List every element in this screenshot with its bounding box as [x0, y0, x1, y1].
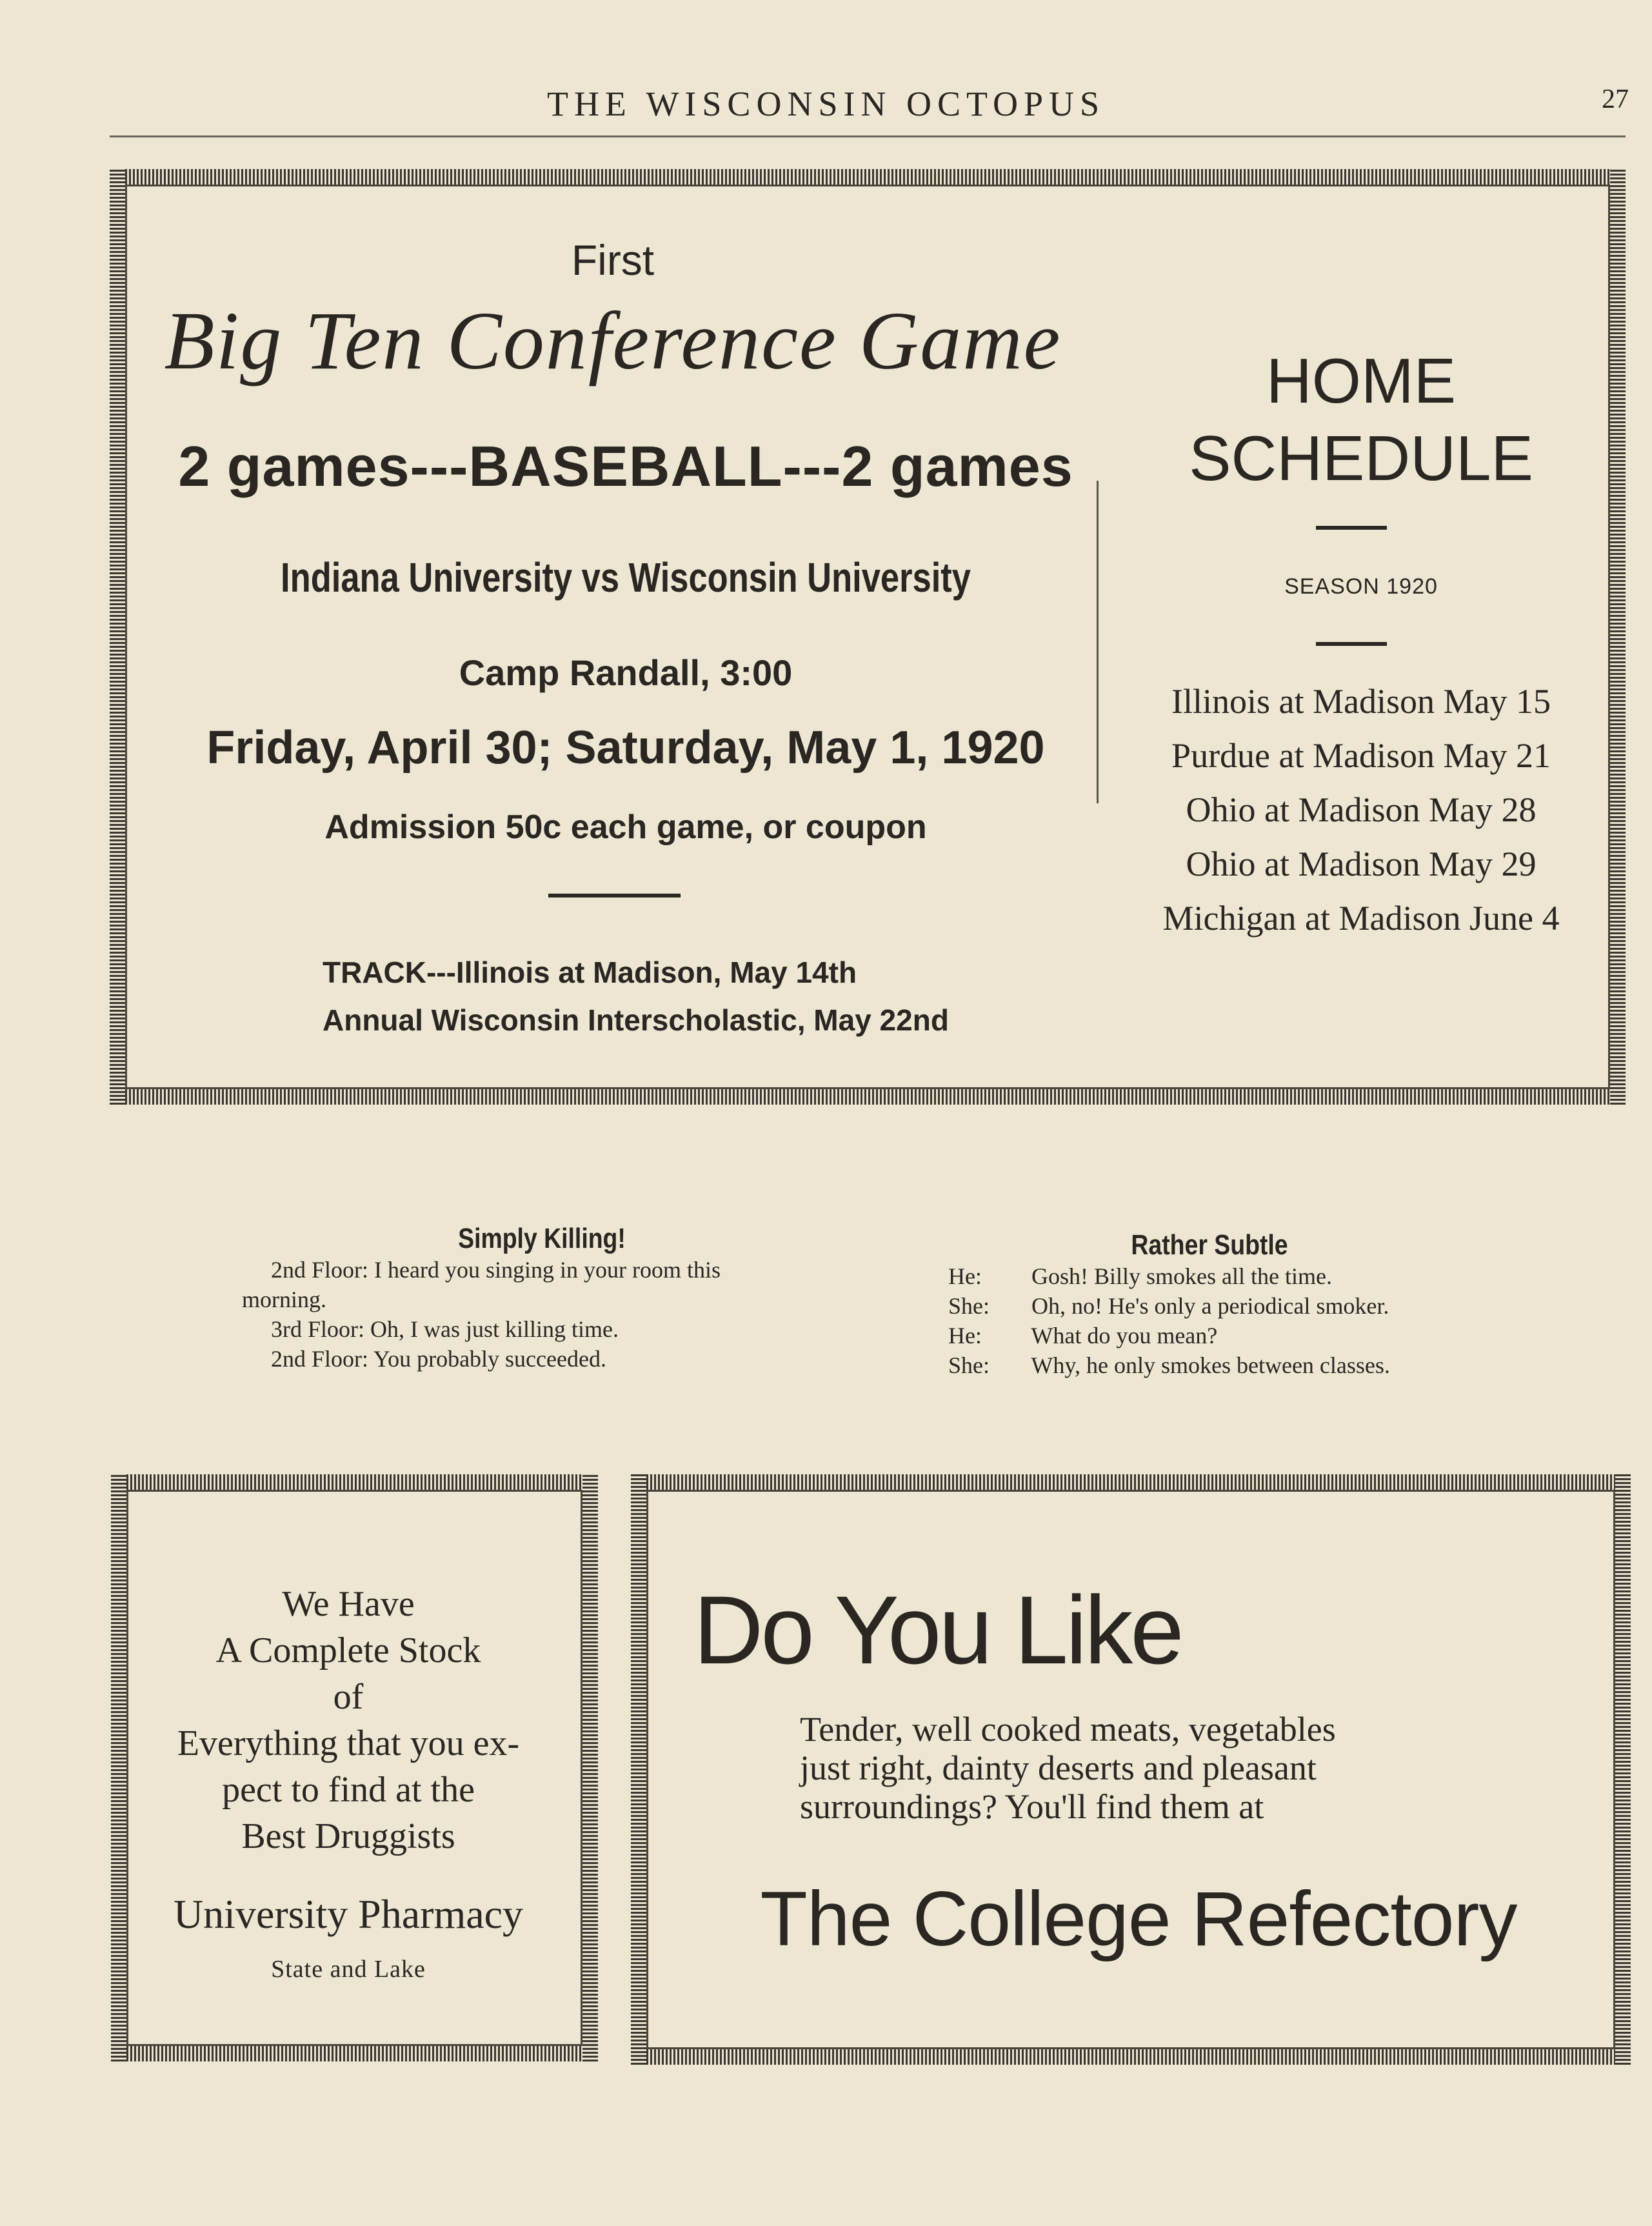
schedule-item: Michigan at Madison June 4 — [1162, 899, 1560, 938]
joke-speaker: 2nd Floor: — [271, 1257, 369, 1283]
ad-teams: Indiana University vs Wisconsin University — [281, 554, 971, 601]
joke-text: Oh, no! He's only a periodical smoker. — [1031, 1293, 1389, 1319]
ad-headline: Big Ten Conference Game — [164, 295, 1062, 386]
ad-subhead: 2 games---BASEBALL---2 games — [178, 434, 1073, 498]
home-schedule-title — [1135, 342, 1587, 497]
pharmacy-line: Everything that you ex- — [177, 1723, 520, 1763]
joke-speaker: She: — [948, 1352, 990, 1378]
joke-title: Rather Subtle — [1131, 1229, 1288, 1261]
pharmacy-line: Best Druggists — [241, 1816, 455, 1856]
title-line: SCHEDULE — [1189, 423, 1533, 494]
track-line: TRACK---Illinois at Madison, May 14th — [323, 956, 857, 989]
joke-line — [242, 1344, 842, 1374]
joke-speaker: 3rd Floor: — [271, 1316, 365, 1342]
joke-text: I heard you singing in your room this — [374, 1257, 721, 1283]
schedule-item: Ohio at Madison May 29 — [1186, 845, 1537, 883]
joke-line — [948, 1261, 1529, 1291]
joke-text: Why, he only smokes between classes. — [1031, 1352, 1390, 1378]
ad-divider — [548, 894, 681, 897]
season-label: SEASON 1920 — [1284, 574, 1438, 599]
joke-rather-subtle — [948, 1229, 1529, 1380]
pharmacy-line: pect to find at the — [222, 1770, 475, 1810]
refectory-line: Tender, well cooked meats, vegetables — [800, 1710, 1336, 1749]
joke-text: What do you mean? — [1031, 1323, 1218, 1349]
joke-line — [242, 1314, 842, 1344]
joke-text: Oh, I was just killing time. — [370, 1316, 619, 1342]
refectory-name: The College Refectory — [760, 1876, 1517, 1962]
schedule-item: Purdue at Madison May 21 — [1171, 736, 1551, 775]
joke-speaker: He: — [948, 1323, 982, 1349]
refectory-headline: Do You Like — [693, 1576, 1182, 1684]
running-head: THE WISCONSIN OCTOPUS — [546, 85, 1106, 123]
joke-line — [948, 1321, 1529, 1350]
joke-text: You probably succeeded. — [373, 1346, 606, 1372]
title-line: HOME — [1266, 345, 1456, 416]
refectory-line: surroundings? You'll find them at — [800, 1787, 1264, 1826]
joke-text: morning. — [242, 1287, 326, 1312]
joke-speaker: He: — [948, 1263, 982, 1289]
ad-venue: Camp Randall, 3:00 — [459, 652, 793, 693]
schedule-item: Illinois at Madison May 15 — [1171, 682, 1551, 721]
joke-title: Simply Killing! — [458, 1223, 626, 1254]
pharmacy-line: We Have — [282, 1584, 415, 1624]
joke-line — [242, 1285, 842, 1314]
joke-text: Gosh! Billy smokes all the time. — [1031, 1263, 1332, 1289]
ad-first: First — [571, 236, 655, 284]
track-line: Annual Wisconsin Interscholastic, May 22nd — [323, 1003, 949, 1037]
ad-admission: Admission 50c each game, or coupon — [324, 808, 927, 846]
schedule-list — [1097, 674, 1626, 945]
schedule-rule — [1316, 642, 1387, 646]
ad-dates: Friday, April 30; Saturday, May 1, 1920 — [206, 722, 1045, 774]
refectory-body — [800, 1710, 1509, 1826]
pharmacy-line: of — [333, 1677, 364, 1717]
header-rule — [110, 135, 1626, 137]
schedule-rule — [1316, 526, 1387, 530]
track-events — [323, 948, 949, 1044]
pharmacy-line: A Complete Stock — [215, 1630, 481, 1670]
pharmacy-address: State and Lake — [271, 1956, 426, 1983]
page-number: 27 — [1602, 85, 1629, 114]
joke-speaker: She: — [948, 1293, 990, 1319]
pharmacy-name: University Pharmacy — [173, 1891, 524, 1937]
joke-line — [242, 1255, 842, 1285]
joke-speaker: 2nd Floor: — [271, 1346, 369, 1372]
refectory-line: just right, dainty deserts and pleasant — [800, 1749, 1317, 1787]
joke-line — [948, 1350, 1529, 1380]
joke-simply-killing — [242, 1223, 842, 1374]
pharmacy-ad-text — [123, 1581, 574, 1860]
schedule-item: Ohio at Madison May 28 — [1186, 790, 1537, 829]
joke-line — [948, 1291, 1529, 1321]
